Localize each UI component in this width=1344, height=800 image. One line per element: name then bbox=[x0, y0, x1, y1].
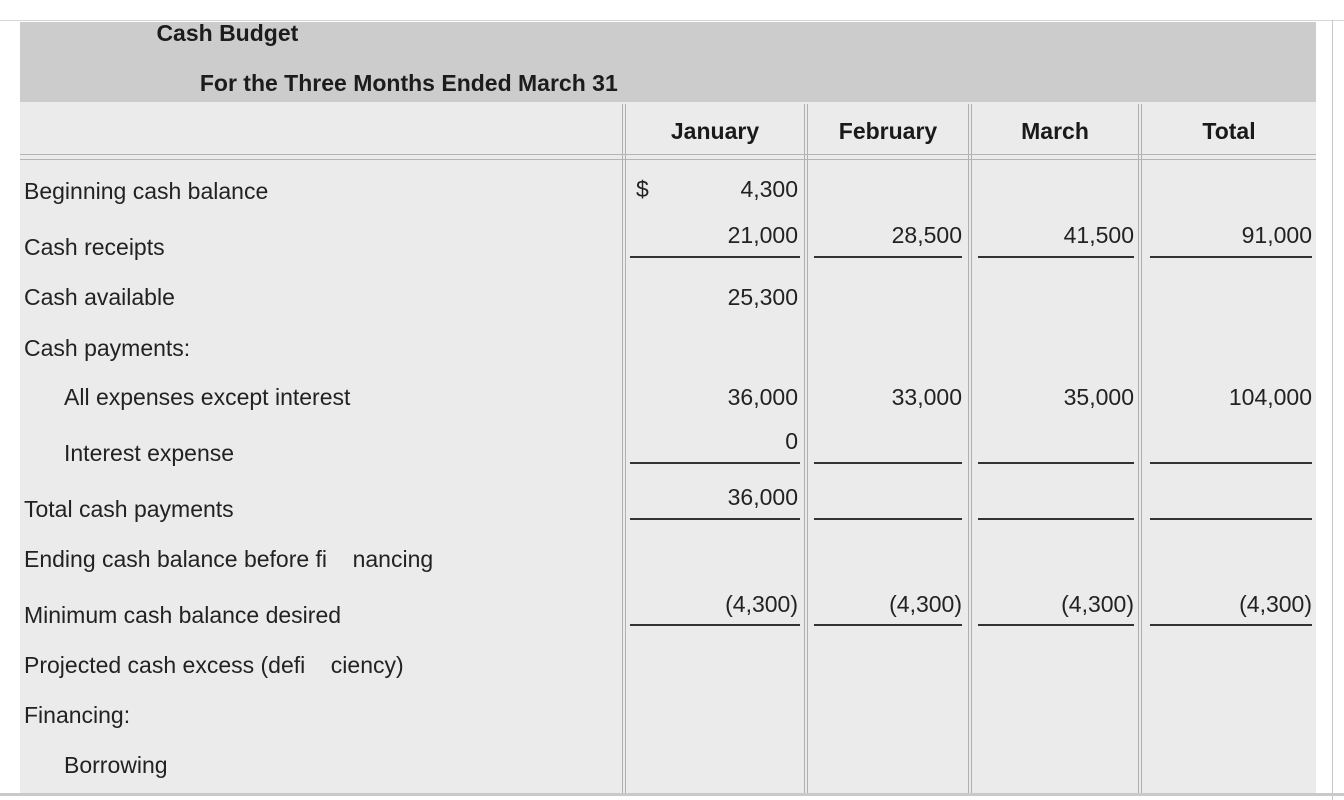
underline-interest-march bbox=[978, 462, 1134, 464]
underline-minimum-total bbox=[1150, 624, 1312, 626]
cell-january-expenses: 36,000 bbox=[727, 384, 798, 410]
header-rule bbox=[20, 154, 1316, 160]
underline-interest-january bbox=[630, 462, 800, 464]
row-label-cash-receipts: Cash receipts bbox=[24, 234, 165, 260]
column-separator bbox=[1138, 104, 1142, 794]
row-label-expenses: All expenses except interest bbox=[64, 384, 351, 410]
row-label-ending-before-financing: Ending cash balance before fi nancing bbox=[24, 546, 434, 572]
cell-january-receipts: 21,000 bbox=[727, 222, 798, 248]
row-label-beginning-cash: Beginning cash balance bbox=[24, 178, 269, 204]
cell-january-available: 25,300 bbox=[727, 284, 798, 310]
underline-receipts-february bbox=[814, 256, 962, 258]
cell-march-minimum: (4,300) bbox=[1061, 591, 1134, 617]
row-label-total-payments: Total cash payments bbox=[24, 496, 234, 522]
cell-february-receipts: 28,500 bbox=[891, 222, 962, 248]
cell-january-total-payments: 36,000 bbox=[727, 484, 798, 510]
underline-minimum-february bbox=[814, 624, 962, 626]
cell-january-beginning: 4,300 bbox=[740, 176, 798, 202]
column-header-february: February bbox=[838, 118, 938, 144]
bottom-border bbox=[0, 793, 1344, 796]
currency-symbol: $ bbox=[636, 176, 649, 202]
page-subtitle: For the Three Months Ended March 31 bbox=[199, 70, 618, 96]
underline-interest-total bbox=[1150, 462, 1312, 464]
underline-receipts-january bbox=[630, 256, 800, 258]
underline-total-payments-february bbox=[814, 518, 962, 520]
cell-total-minimum: (4,300) bbox=[1239, 591, 1312, 617]
underline-minimum-january bbox=[630, 624, 800, 626]
cell-march-expenses: 35,000 bbox=[1063, 384, 1134, 410]
right-border bbox=[1332, 20, 1333, 800]
cell-total-expenses: 104,000 bbox=[1228, 384, 1312, 410]
row-label-minimum-cash: Minimum cash balance desired bbox=[24, 602, 342, 628]
column-header-march: March bbox=[1021, 118, 1089, 144]
cell-february-minimum: (4,300) bbox=[889, 591, 962, 617]
page-title: Cash Budget bbox=[156, 20, 299, 46]
row-label-cash-available: Cash available bbox=[24, 284, 175, 310]
row-label-borrowing: Borrowing bbox=[64, 752, 168, 778]
underline-interest-february bbox=[814, 462, 962, 464]
underline-total-payments-march bbox=[978, 518, 1134, 520]
row-label-cash-payments: Cash payments: bbox=[24, 335, 191, 361]
underline-total-payments-january bbox=[630, 518, 800, 520]
column-header-january: January bbox=[670, 118, 760, 144]
cell-total-receipts: 91,000 bbox=[1241, 222, 1312, 248]
underline-receipts-march bbox=[978, 256, 1134, 258]
underline-minimum-march bbox=[978, 624, 1134, 626]
underline-receipts-total bbox=[1150, 256, 1312, 258]
cell-march-receipts: 41,500 bbox=[1063, 222, 1134, 248]
column-header-total: Total bbox=[1202, 118, 1256, 144]
cell-january-minimum: (4,300) bbox=[725, 591, 798, 617]
row-label-projected-excess: Projected cash excess (defi ciency) bbox=[24, 652, 404, 678]
cell-february-expenses: 33,000 bbox=[891, 384, 962, 410]
row-label-interest: Interest expense bbox=[64, 440, 235, 466]
cell-january-interest: 0 bbox=[785, 428, 798, 454]
column-separator bbox=[968, 104, 972, 794]
underline-total-payments-total bbox=[1150, 518, 1312, 520]
row-label-financing: Financing: bbox=[24, 702, 131, 728]
column-separator bbox=[804, 104, 808, 794]
